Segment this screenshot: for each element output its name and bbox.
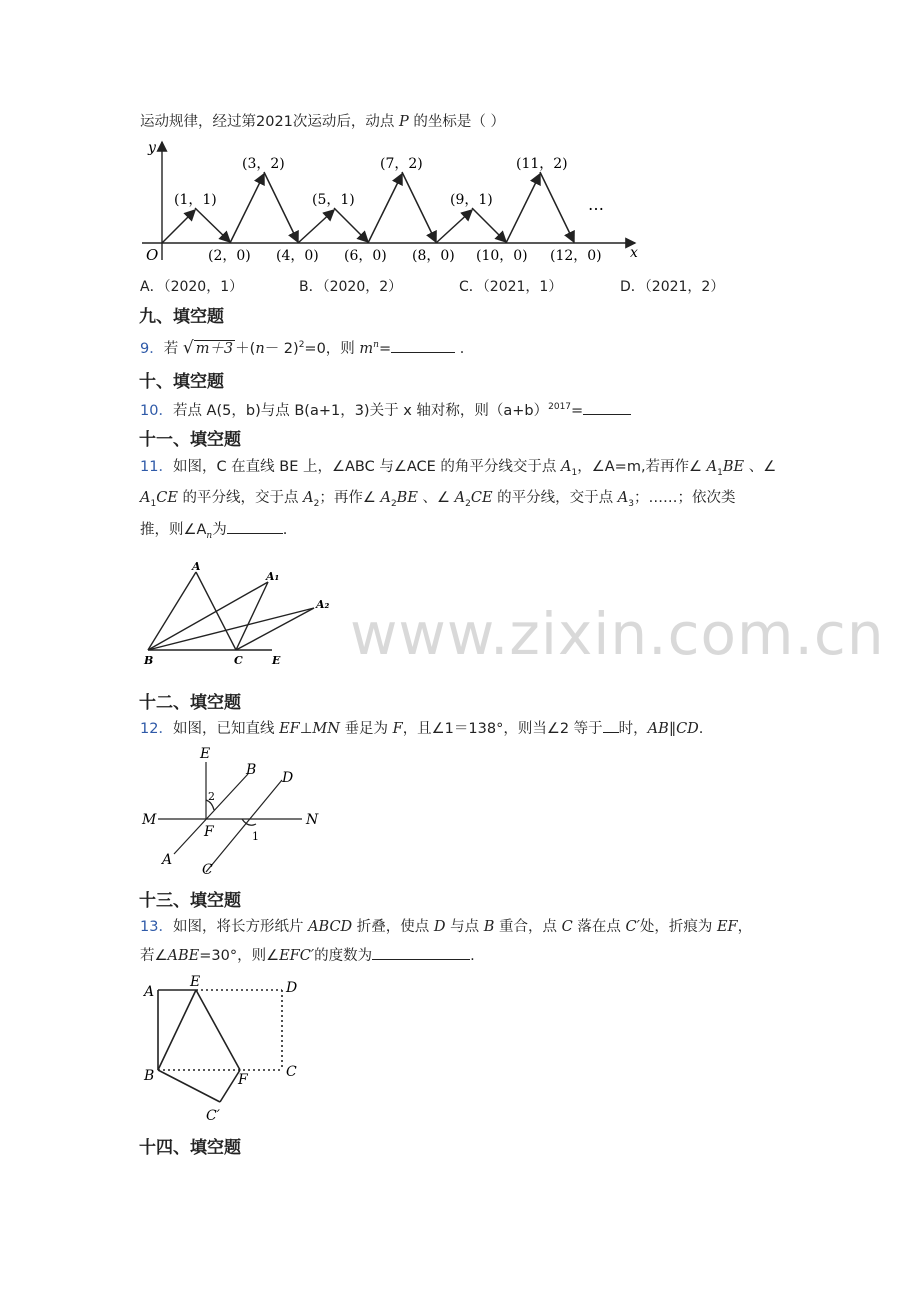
y-axis-label: y: [148, 140, 156, 156]
segment-ba: [148, 572, 196, 650]
answer-blank[interactable]: [583, 400, 631, 415]
base-label: (2，0): [208, 248, 251, 264]
peak-label: (3，2): [242, 156, 285, 172]
section-heading: 十一、填空题: [139, 430, 241, 450]
path-segment: [264, 172, 298, 242]
label-a: A: [192, 560, 201, 573]
base-label: (4，0): [276, 248, 319, 264]
base-label: (8，0): [412, 248, 455, 264]
label-d: D: [282, 770, 294, 786]
option-a[interactable]: A．（2020，1）: [140, 279, 244, 295]
label-b: B: [144, 1068, 155, 1084]
path-segment: [506, 174, 540, 243]
peak-label: (5，1): [312, 192, 355, 208]
label-f: F: [204, 824, 214, 840]
question-11-line-3: 推，则$\angle A_n$为 .: [140, 519, 287, 546]
option-b[interactable]: B．（2020，2）: [299, 279, 403, 295]
label-f: F: [238, 1072, 248, 1088]
question-11-line-1: 11．如图，C 在直线 BE 上，∠ABC 与∠ACE 的角平分线交于点 $A_1$，∠A=m,若再作∠ $A_1BE$ 、∠: [140, 459, 777, 478]
question-12: 12．如图，已知直线 EF⊥MN 垂足为 F，且∠1＝138°，则当∠2 等于 时，AB∥CD.: [140, 718, 703, 739]
peak-label: (9，1): [450, 192, 493, 208]
base-label: (6，0): [344, 248, 387, 264]
question-11-line-2: $A_1CE$ 的平分线，交于点 $A_2$；再作∠ $A_2BE$ 、∠ $A_2CE$ 的平分线，交于点 $A_3$；……；依次类: [140, 490, 736, 509]
path-segment: [298, 210, 334, 243]
origin-label: O: [146, 246, 159, 264]
path-segment: [195, 208, 230, 242]
answer-blank[interactable]: [227, 519, 283, 534]
q12-figure: [140, 740, 330, 880]
label-a1: A₁: [266, 570, 280, 583]
base-label: (10，0): [476, 248, 528, 264]
section-heading: 十、填空题: [139, 372, 224, 392]
path-segment: [472, 208, 506, 242]
section-heading: 九、填空题: [139, 307, 224, 327]
section-heading: 十三、填空题: [139, 891, 241, 911]
line-ab: [174, 774, 248, 854]
segment-ba2: [148, 608, 314, 650]
peak-label: (11，2): [516, 156, 568, 172]
segment-a2c: [236, 608, 314, 650]
label-b: B: [144, 654, 154, 667]
label-e: E: [200, 746, 211, 762]
option-d[interactable]: D．（2021，2）: [620, 279, 725, 295]
section-heading: 十二、填空题: [139, 693, 241, 713]
answer-blank[interactable]: [372, 945, 470, 960]
path-segment: [368, 174, 402, 243]
q8-stem: 运动规律，经过第2021次运动后，动点 P 的坐标是（ ）: [140, 114, 505, 130]
q13-figure: [140, 972, 310, 1132]
segment-bcp: [158, 1070, 220, 1102]
label-a: A: [162, 852, 173, 868]
label-c: C: [286, 1064, 297, 1080]
label-e: E: [272, 654, 281, 667]
label-e: E: [190, 974, 201, 990]
label-c: C: [234, 654, 243, 667]
label-m: M: [142, 812, 157, 828]
label-a2: A₂: [316, 598, 330, 611]
segment-ef: [196, 990, 240, 1070]
q11-figure: [138, 560, 348, 672]
base-label: (12，0): [550, 248, 602, 264]
peak-label: (7，2): [380, 156, 423, 172]
segment-a1c: [236, 582, 268, 650]
label-d: D: [286, 980, 298, 996]
label-angle-1: 1: [252, 830, 259, 843]
segment-ba1: [148, 582, 268, 650]
path-segment: [402, 172, 436, 242]
path-segment: [540, 172, 574, 242]
label-b: B: [246, 762, 257, 778]
path-segment: [334, 208, 368, 242]
watermark: www.zixin.com.cn: [350, 600, 885, 668]
path-segment: [162, 210, 195, 243]
question-9: 9．若 √ $m+3 +(n- 2)^2=0$，则 $m^n=$ ．: [140, 337, 475, 358]
segment-cpf: [220, 1070, 240, 1102]
question-13-line-2: 若∠ABE=30°，则∠EFC′的度数为 .: [140, 945, 475, 966]
q8-coordinate-graph: [130, 138, 650, 266]
answer-blank[interactable]: [603, 718, 619, 733]
answer-blank[interactable]: [391, 338, 455, 353]
ellipsis: …: [588, 195, 604, 214]
path-segment: [436, 210, 472, 243]
question-10: 10．若点 A(5，b)与点 B(a+1，3)关于 x 轴对称，则$(a+b)^{2017}=$: [140, 397, 631, 421]
label-n: N: [306, 812, 319, 828]
label-a: A: [144, 984, 155, 1000]
section-heading: 十四、填空题: [139, 1138, 241, 1158]
peak-label: (1，1): [174, 192, 217, 208]
x-axis-label: x: [630, 245, 638, 261]
path-segment: [230, 174, 264, 243]
label-c-prime: C′: [206, 1108, 220, 1124]
line-cd: [206, 780, 282, 872]
segment-be: [158, 990, 196, 1070]
question-13-line-1: 13．如图，将长方形纸片 ABCD 折叠，使点 D 与点 B 重合，点 C 落在点 C′处，折痕为 EF，: [140, 919, 753, 935]
label-c: C: [202, 862, 213, 878]
label-angle-2: 2: [208, 790, 215, 803]
option-c[interactable]: C．（2021，1）: [459, 279, 563, 295]
